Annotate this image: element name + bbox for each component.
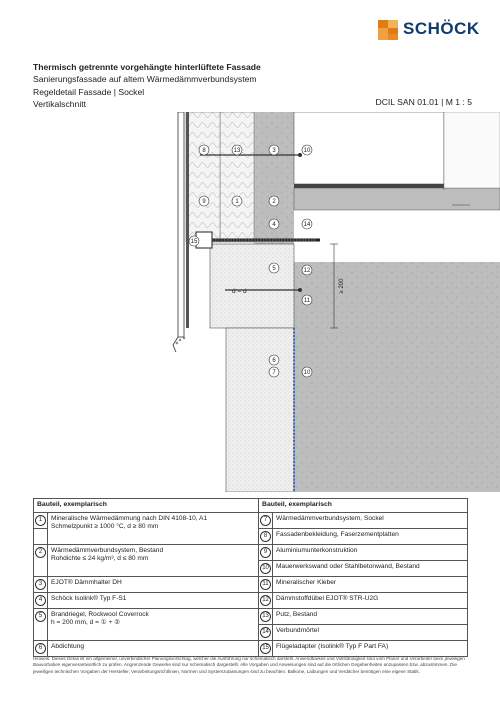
legend-text: Schmelzpunkt ≥ 1000 °C, d ≥ 80 mm: [51, 523, 159, 531]
callout-4: [269, 219, 279, 229]
callout-13: [232, 145, 242, 155]
svg-text:8: 8: [202, 148, 206, 154]
legend-row: [34, 592, 468, 608]
legend-text: Rohdichte ≤ 24 kg/m³, d ≤ 80 mm: [51, 555, 149, 563]
callout-8: [199, 145, 209, 155]
legend-number: 4: [35, 595, 46, 606]
legend-number: 15: [260, 643, 271, 654]
brand-name: SCHÖCK: [403, 19, 480, 38]
legend-number: 2: [35, 547, 46, 558]
dimension-label: ≥ 200: [339, 278, 345, 294]
drawing-subtitle: Sanierungsfassade auf altem Wärmedämmverbundsystem: [33, 74, 257, 85]
callout-14: [302, 219, 312, 229]
mineral-insulation: [186, 112, 220, 242]
svg-text:1: 1: [235, 199, 239, 205]
legend-text: Mauerwerkswand oder Stahlbetonwand, Bestand: [273, 560, 468, 576]
legend-number: 13: [260, 611, 271, 622]
svg-text:11: 11: [303, 298, 311, 304]
legend-row: [34, 576, 468, 592]
formula-label: d = d: [232, 288, 247, 295]
legend-number: 9: [260, 547, 271, 558]
callout-3: [269, 145, 279, 155]
svg-text:5: 5: [272, 266, 276, 272]
svg-text:10: 10: [303, 370, 311, 376]
legend-header-right: Bauteil, exemplarisch: [259, 499, 468, 513]
legend-text: Aluminiumunterkonstruktion: [273, 544, 468, 560]
legend-text: Dämmstoffdübel EJOT® STR-U2G: [273, 592, 468, 608]
svg-text:13: 13: [233, 148, 241, 154]
svg-text:14: 14: [303, 222, 311, 228]
svg-text:2: 2: [272, 199, 276, 205]
legend-table: [33, 498, 468, 657]
svg-text:9: 9: [202, 199, 206, 205]
legend-text: Wärmedämmverbundsystem, Bestand: [51, 546, 164, 554]
legend-text: Wärmedämmverbundsystem, Sockel: [273, 512, 468, 528]
legend-text: Putz, Bestand: [273, 608, 468, 624]
legend-text: Flügeladapter (Isolink® Typ F Part FA): [273, 640, 468, 656]
svg-text:4: 4: [272, 222, 276, 228]
drawing-view: Vertikalschnitt: [33, 99, 87, 110]
legend-text: Mineralischer Kleber: [273, 576, 468, 592]
floor-finish: [294, 184, 444, 188]
floor-slab-lower: [294, 262, 500, 348]
schoeck-logo-icon: [376, 18, 400, 42]
legend-text: EJOT® Dämmhalter DH: [48, 576, 259, 592]
legend-row: [34, 544, 468, 560]
drawing-title: Thermisch getrennte vorgehängte hinterlüftete Fassade: [33, 62, 261, 72]
svg-text:3: 3: [272, 148, 276, 154]
legend-text: Mineralische Wärmedämmung nach DIN 4108-10, A1: [51, 514, 208, 522]
facade-cladding: [178, 112, 184, 337]
legend-number: 1: [35, 515, 46, 526]
disclaimer-note: Hinweis: Dieses Detail ist ein allgemeiner, unverbindlicher Planungsvorschlag, welcher die Ausführung nur schematisch darstellt. Anwendbarkeit und Vollständigkeit sind vom Planer und Verarbeiter beim jeweiligen Bauvorhaben eigenverantwortlich zu prüfen. Angrenzende Gewerke sind nur schematisch dargestellt. Alle Vorgaben und Anweisungen sind auf die örtlichen Gegebenheiten anzupassen bzw. abzustimmen. Die jeweiligen technischen Vorgaben der Hersteller, Verarbeitungsrichtlinien, Normen und Systemzulassungen sind zu beachten. Balkone, Laibungen und Verdächer benötigen eine eigene Statik.: [33, 656, 465, 674]
svg-text:6: 6: [272, 358, 276, 364]
svg-text:15: 15: [190, 239, 198, 245]
legend-row: [34, 608, 468, 624]
room-upper: [294, 112, 444, 184]
callout-15: [189, 236, 199, 246]
callout-11: [302, 295, 312, 305]
aluminium-substructure: [186, 112, 189, 328]
drawing-detail: Regeldetail Fassade | Sockel: [33, 86, 145, 97]
schoeck-logo: [376, 18, 480, 42]
drawing-reference: DCIL SAN 01.01 | M 1 : 5: [375, 97, 472, 107]
plinth-insulation: [226, 328, 294, 492]
existing-etics: [220, 112, 254, 242]
callout-2: [269, 196, 279, 206]
legend-header-left: Bauteil, exemplarisch: [34, 499, 259, 513]
fire-barrier: [210, 244, 294, 328]
callout-6: [269, 355, 279, 365]
legend-number: 12: [260, 595, 271, 606]
legend-number: 3: [35, 579, 46, 590]
legend-text: Abdichtung: [48, 640, 259, 656]
legend-text: Brandriegel, Rockwool Coverrock: [51, 610, 149, 618]
callout-9: [199, 196, 209, 206]
legend-number: 11: [260, 579, 271, 590]
section-drawing: [0, 112, 500, 492]
svg-text:12: 12: [303, 268, 311, 274]
legend-number: 7: [260, 515, 271, 526]
callout-12: [302, 265, 312, 275]
legend-row: [34, 640, 468, 656]
legend-row: [34, 512, 468, 528]
callout-10-top: [302, 145, 312, 155]
legend-text: Verbundmörtel: [273, 624, 468, 640]
floor-slab-upper: [294, 188, 500, 210]
callout-10-bottom: [302, 367, 312, 377]
callout-5: [269, 263, 279, 273]
legend-number: 6: [35, 643, 46, 654]
legend-number: 5: [35, 611, 46, 622]
callout-7: [269, 367, 279, 377]
legend-text: h = 200 mm, d = ① + ②: [51, 619, 121, 627]
legend-text: Schöck Isolink® Typ F-S1: [48, 592, 259, 608]
basement-wall: [294, 348, 500, 492]
legend-text: Fassadenbekleidung, Faserzementplatten: [273, 528, 468, 544]
legend-number: 8: [260, 531, 271, 542]
legend-number: 14: [260, 627, 271, 638]
svg-text:7: 7: [272, 370, 276, 376]
svg-text:10: 10: [303, 148, 311, 154]
callout-1: [232, 196, 242, 206]
legend-number: 10: [260, 563, 271, 574]
